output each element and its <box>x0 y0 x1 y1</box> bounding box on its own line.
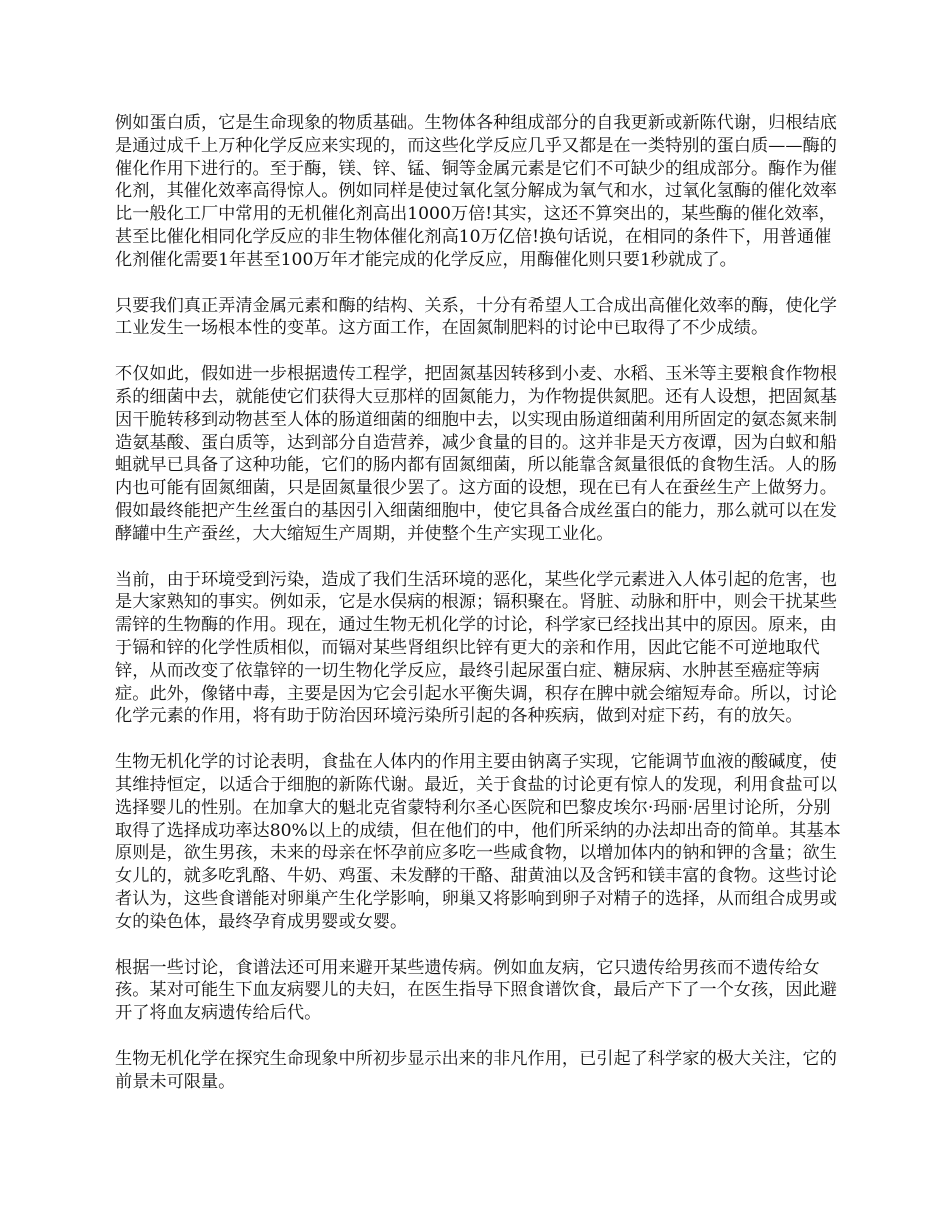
document-page <box>115 112 841 1116</box>
paragraph-environmental-pollution: 当前，由于环境受到污染，造成了我们生活环境的恶化，某些化学元素进入人体引起的危害，也是大家熟知的事实。例如汞，它是水俣病的根源；镉积聚在。肾脏、动脉和肝中，则会干扰某些需锌的生物酶的作用。现在，通过生物无机化学的讨论，科学家已经找出其中的原因。原来，由于镉和锌的化学性质相似，而镉对某些肾组织比锌有更大的亲和作用，因此它能不可逆地取代锌，从而改变了依靠锌的一切生物化学反应，最终引起尿蛋白症、糖尿病、水肿甚至癌症等病症。此外，像锗中毒，主要是因为它会引起水平衡失调，积存在脾中就会缩短寿命。所以，讨论化学元素的作用，将有助于防治因环境污染所引起的各种疾病，做到对症下药，有的放矢。 <box>115 569 837 727</box>
paragraph-salt-gender-selection: 生物无机化学的讨论表明，食盐在人体内的作用主要由钠离子实现，它能调节血液的酸碱度，使其维持恒定，以适合于细胞的新陈代谢。最近，关于食盐的讨论更有惊人的发现，利用食盐可以选择婴儿的性别。在加拿大的魁北克省蒙特利尔圣心医院和巴黎皮埃尔·玛丽·居里讨论所，分别取得了选择成功率达80%以上的成绩，但在他们的中，他们所采纳的办法却出奇的简单。其基本原则是，欲生男孩，未来的母亲在怀孕前应多吃一些咸食物，以增加体内的钠和钾的含量；欲生女儿的，就多吃乳酪、牛奶、鸡蛋、未发酵的干酪、甜黄油以及含钙和镁丰富的食物。这些讨论者认为，这些食谱能对卵巢产生化学影响，卵巢又将影响到卵子对精子的选择，从而组合成男或女的染色体，最终孕育成男婴或女婴。 <box>115 752 841 932</box>
paragraph-artificial-enzymes: 只要我们真正弄清金属元素和酶的结构、关系，十分有希望人工合成出高催化效率的酶，使化学工业发生一场根本性的变革。这方面工作，在固氮制肥料的讨论中已取得了不少成绩。 <box>115 295 837 339</box>
paragraph-hereditary-disease: 根据一些讨论，食谱法还可用来避开某些遗传病。例如血友病，它只遗传给男孩而不遗传给女孩。某对可能生下血友病婴儿的夫妇，在医生指导下照食谱饮食，最后产下了一个女孩，因此避开了将血友病遗传给后代。 <box>115 957 837 1024</box>
paragraph-nitrogen-fixation: 不仅如此，假如进一步根据遗传工程学，把固氮基因转移到小麦、水稻、玉米等主要粮食作物根系的细菌中去，就能使它们获得大豆那样的固氮能力，为作物提供氮肥。还有人设想，把固氮基因干脆转移到动物甚至人体的肠道细菌的细胞中去，以实现由肠道细菌利用所固定的氨态氮来制造氨基酸、蛋白质等，达到部分自造营养，减少食量的目的。这并非是天方夜谭，因为白蚁和船蛆就早已具备了这种功能，它们的肠内都有固氮细菌，所以能靠含氮量很低的食物生活。人的肠内也可能有固氮细菌，只是固氮量很少罢了。这方面的设想，现在已有人在蚕丝生产上做努力。假如最终能把产生丝蛋白的基因引入细菌细胞中，使它具备合成丝蛋白的能力，那么就可以在发酵罐中生产蚕丝，大大缩短生产周期，并使整个生产实现工业化。 <box>115 364 837 544</box>
paragraph-enzyme-catalysis: 例如蛋白质，它是生命现象的物质基础。生物体各种组成部分的自我更新或新陈代谢，归根结底是通过成千上万种化学反应来实现的，而这些化学反应几乎又都是在一类特别的蛋白质——酶的催化作用下进行的。至于酶，镁、锌、锰、铜等金属元素是它们不可缺少的组成部分。酶作为催化剂，其催化效率高得惊人。例如同样是使过氧化氢分解成为氧气和水，过氧化氢酶的催化效率比一般化工厂中常用的无机催化剂高出1000万倍!其实，这还不算突出的，某些酶的催化效率，甚至比催化相同化学反应的非生物体催化剂高10万亿倍!换句话说，在相同的条件下，用普通催化剂催化需要1年甚至100万年才能完成的化学反应，用酶催化则只要1秒就成了。 <box>115 113 837 270</box>
paragraph-conclusion: 生物无机化学在探究生命现象中所初步显示出来的非凡作用，已引起了科学家的极大关注，它的前景未可限量。 <box>115 1048 837 1092</box>
